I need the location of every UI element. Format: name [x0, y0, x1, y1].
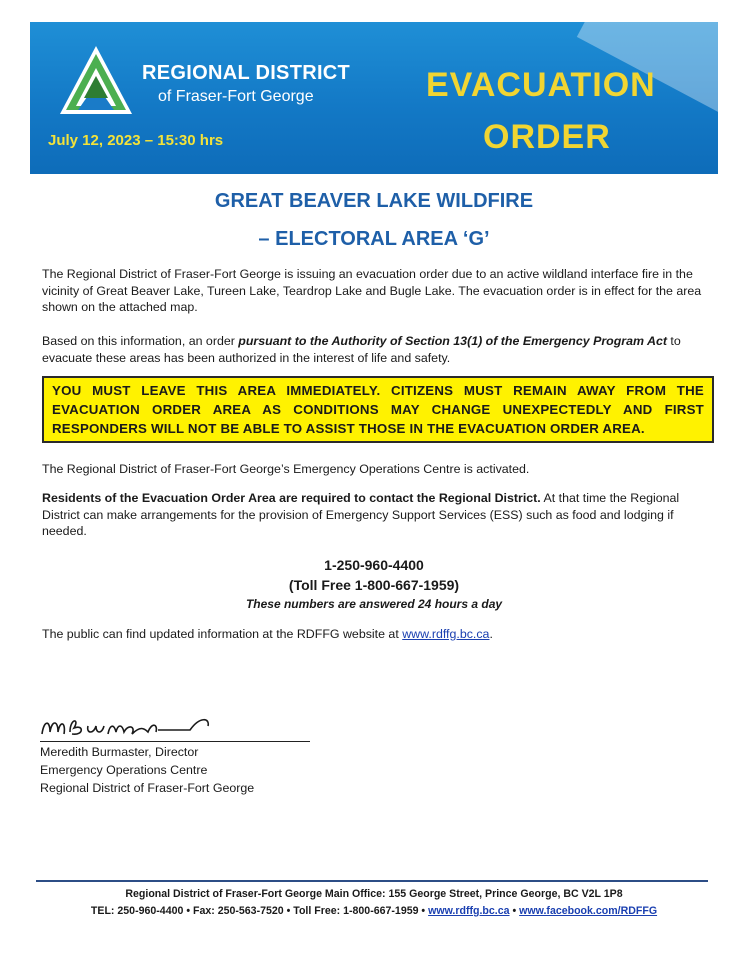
rdffg-logo-icon: [56, 40, 136, 120]
residents-bold: Residents of the Evacuation Order Area are required to contact the Regional District.: [42, 491, 541, 505]
footer-separator: •: [509, 905, 520, 917]
eoc-paragraph: The Regional District of Fraser-Fort George’s Emergency Operations Centre is activated.: [42, 462, 530, 476]
footer-phones: TEL: 250-960-4400 • Fax: 250-563-7520 • Toll Free: 1-800-667-1959 •: [90, 905, 429, 917]
website-link[interactable]: www.rdffg.bc.ca: [402, 627, 490, 641]
authority-start: Based on this information, an order: [42, 334, 239, 348]
footer-website-link[interactable]: www.rdffg.bc.ca: [428, 905, 510, 917]
issue-date: July 12, 2023 – 15:30 hrs: [48, 132, 224, 149]
area-heading: – ELECTORAL AREA ‘G’: [258, 228, 490, 250]
signer-dept: Emergency Operations Centre: [40, 763, 208, 777]
org-name: REGIONAL DISTRICT: [142, 62, 351, 84]
header-banner: [30, 22, 718, 174]
residents-paragraph: [42, 490, 712, 540]
order-title-line2: ORDER: [483, 118, 611, 156]
authority-emphasis: pursuant to the Authority of Section 13(1) of the Emergency Program Act: [238, 334, 667, 348]
signature-line: [40, 741, 310, 742]
hours-note: These numbers are answered 24 hours a day: [245, 597, 503, 611]
website-end: .: [489, 627, 493, 641]
warning-box: YOU MUST LEAVE THIS AREA IMMEDIATELY. CITIZENS MUST REMAIN AWAY FROM THE EVACUATION ORDER AREA AS CONDITIONS MAY CHANGE UNEXPECTEDLY AND FIRST RESPONDERS WILL NOT BE ABLE TO ASSIST THOSE IN THE EVACUATION ORDER AREA.: [42, 376, 714, 443]
footer-facebook-link[interactable]: www.facebook.com/RDFFG: [519, 905, 658, 917]
order-title-line1: EVACUATION: [426, 66, 656, 104]
fire-name-heading: GREAT BEAVER LAKE WILDFIRE: [214, 190, 534, 212]
phone-number: 1-250-960-4400: [324, 557, 424, 573]
signer-name: Meredith Burmaster, Director: [40, 745, 199, 759]
authority-end: to evacuate these areas has been authorized in the interest of life and safety.: [42, 334, 681, 365]
website-paragraph: [42, 626, 712, 643]
footer-divider: [36, 880, 708, 882]
footer-contacts: [30, 905, 718, 917]
website-text: The public can find updated information at the RDFFG website at: [42, 627, 403, 641]
signer-org: Regional District of Fraser-Fort George: [40, 781, 255, 795]
footer-address: Regional District of Fraser-Fort George Main Office: 155 George Street, Prince George, BC V2L 1P8: [125, 888, 623, 900]
toll-free-number: (Toll Free 1-800-667-1959): [288, 577, 460, 593]
intro-paragraph: The Regional District of Fraser-Fort George is issuing an evacuation order due to an active wildland interface fire in the vicinity of Great Beaver Lake, Tureen Lake, Teardrop Lake and Bugle Lake. The evacuation order is in effect for the area shown on the attached map.: [42, 267, 702, 314]
signature-icon: [40, 712, 310, 742]
authority-paragraph: [42, 333, 712, 366]
residents-rest: At that time the Regional District can make arrangements for the provision of Emergency Support Services (ESS) such as food and lodging if needed.: [42, 491, 680, 538]
org-subname: of Fraser-Fort George: [158, 88, 314, 105]
